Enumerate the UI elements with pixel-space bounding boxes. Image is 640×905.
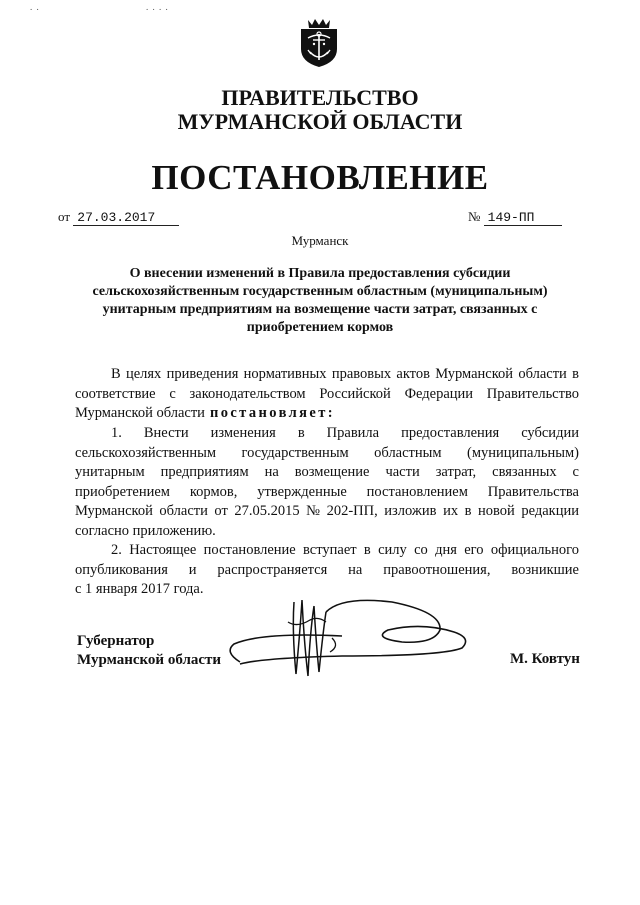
word: Правительство <box>486 385 579 402</box>
word: новой <box>478 503 515 519</box>
word: Правила <box>326 425 380 441</box>
text-line <box>75 541 579 561</box>
resolution-keyword: постановляет: <box>209 405 335 421</box>
word: распространяется <box>217 561 328 578</box>
text-line <box>75 404 579 424</box>
word: затрат, <box>435 464 477 480</box>
word: Внести <box>143 425 189 441</box>
word: в <box>464 503 472 519</box>
word: и <box>188 561 197 578</box>
item-2-paragraph <box>75 541 579 600</box>
word: в <box>572 366 579 382</box>
city-name: Мурманск <box>291 233 349 248</box>
document-subject <box>80 265 560 337</box>
subject-line: О внесении изменений в Правила предоставления субсидии <box>129 266 511 281</box>
word: их <box>443 503 459 519</box>
government-title-line2: МУРМАНСКОЙ ОБЛАСТИ <box>177 109 463 134</box>
signatory-position <box>77 632 221 670</box>
word: субсидии <box>521 425 579 441</box>
word: от <box>214 503 228 519</box>
text-line: согласно приложению. <box>75 522 216 539</box>
subject-line: приобретением кормов <box>246 320 394 335</box>
word: актов <box>396 366 430 382</box>
word: постановление <box>203 542 296 558</box>
document-type-heading: ПОСТАНОВЛЕНИЕ <box>151 158 489 197</box>
word: дня <box>435 542 457 558</box>
scan-mark: . . <box>30 2 40 12</box>
word: предприятиям <box>160 464 249 480</box>
text-fragment: Мурманской области <box>75 405 205 421</box>
word: соответствие <box>75 385 156 402</box>
word: В <box>111 366 121 382</box>
date-prefix: от <box>58 209 71 224</box>
document-number <box>468 209 562 226</box>
word: нормативных <box>243 366 327 382</box>
number-value: 149-ПП <box>484 211 563 226</box>
subject-line: унитарным предприятиям на возмещение части затрат, связанных с <box>102 302 538 317</box>
word: со <box>414 542 428 558</box>
word: правовых <box>331 366 392 382</box>
text-line <box>75 561 579 581</box>
word: Правительства <box>487 483 579 500</box>
word: приобретением <box>75 483 170 500</box>
word: Российской <box>319 385 391 402</box>
word: государственным <box>241 444 349 461</box>
text-line <box>75 483 579 503</box>
coat-of-arms-icon <box>298 16 340 68</box>
word: Настоящее <box>129 542 197 558</box>
word: его <box>464 542 484 558</box>
date-value: 27.03.2017 <box>73 211 179 226</box>
word: кормов, <box>189 483 238 500</box>
text-line <box>75 444 579 464</box>
word: Мурманской <box>75 503 153 519</box>
word: 1. <box>111 425 122 441</box>
word: целях <box>125 366 162 382</box>
handwritten-signature <box>222 592 522 687</box>
number-prefix: № <box>468 209 481 224</box>
text-line <box>75 502 579 522</box>
scan-mark-dots: . . . . <box>146 2 169 12</box>
item-1-paragraph <box>75 424 579 541</box>
text-line <box>75 365 579 385</box>
word: области <box>518 366 567 382</box>
word: вступает <box>303 542 357 558</box>
word: 202-ПП, <box>326 503 378 519</box>
word: постановлением <box>366 483 468 500</box>
signatory-position-line2: Мурманской области <box>77 652 222 668</box>
word: унитарным <box>75 464 145 480</box>
document-date <box>58 209 179 226</box>
word: возмещение <box>294 464 370 480</box>
subject-line: сельскохозяйственным государственным областным (муниципальным) <box>92 284 548 299</box>
preamble-paragraph <box>75 365 579 424</box>
word: с <box>169 385 176 402</box>
word: № <box>306 503 321 519</box>
government-title-line1: ПРАВИТЕЛЬСТВО <box>221 85 419 110</box>
word: Мурманской <box>435 366 514 382</box>
word: связанных <box>492 464 557 480</box>
signatory-position-line1: Губернатор <box>77 633 155 649</box>
word: правоотношения, <box>383 561 491 578</box>
word: с <box>572 464 579 480</box>
text-line <box>75 385 579 405</box>
signatory-name: М. Ковтун <box>510 651 580 667</box>
text-line <box>75 424 579 444</box>
word: предоставления <box>401 425 500 441</box>
word: области <box>159 503 208 519</box>
word: 2. <box>111 542 122 558</box>
word: изменения <box>210 425 276 441</box>
word: опубликования <box>75 561 168 578</box>
word: приведения <box>166 366 239 382</box>
word: областным <box>374 444 442 461</box>
word: в <box>297 425 305 441</box>
word: части <box>385 464 420 480</box>
word: редакции <box>521 503 579 519</box>
word: на <box>264 464 279 480</box>
word: на <box>348 561 363 578</box>
word: официального <box>490 542 579 558</box>
word: возникшие <box>511 561 579 578</box>
word: Федерации <box>404 385 474 402</box>
text-line <box>75 463 579 483</box>
word: утвержденные <box>257 483 347 500</box>
word: сельскохозяйственным <box>75 444 217 461</box>
word: законодательством <box>189 385 306 402</box>
word: в <box>363 542 371 558</box>
word: 27.05.2015 <box>234 503 300 519</box>
word: силу <box>378 542 407 558</box>
word: (муниципальным) <box>467 444 579 461</box>
word: изложив <box>384 503 437 519</box>
text-line: с 1 января 2017 года. <box>75 581 204 597</box>
